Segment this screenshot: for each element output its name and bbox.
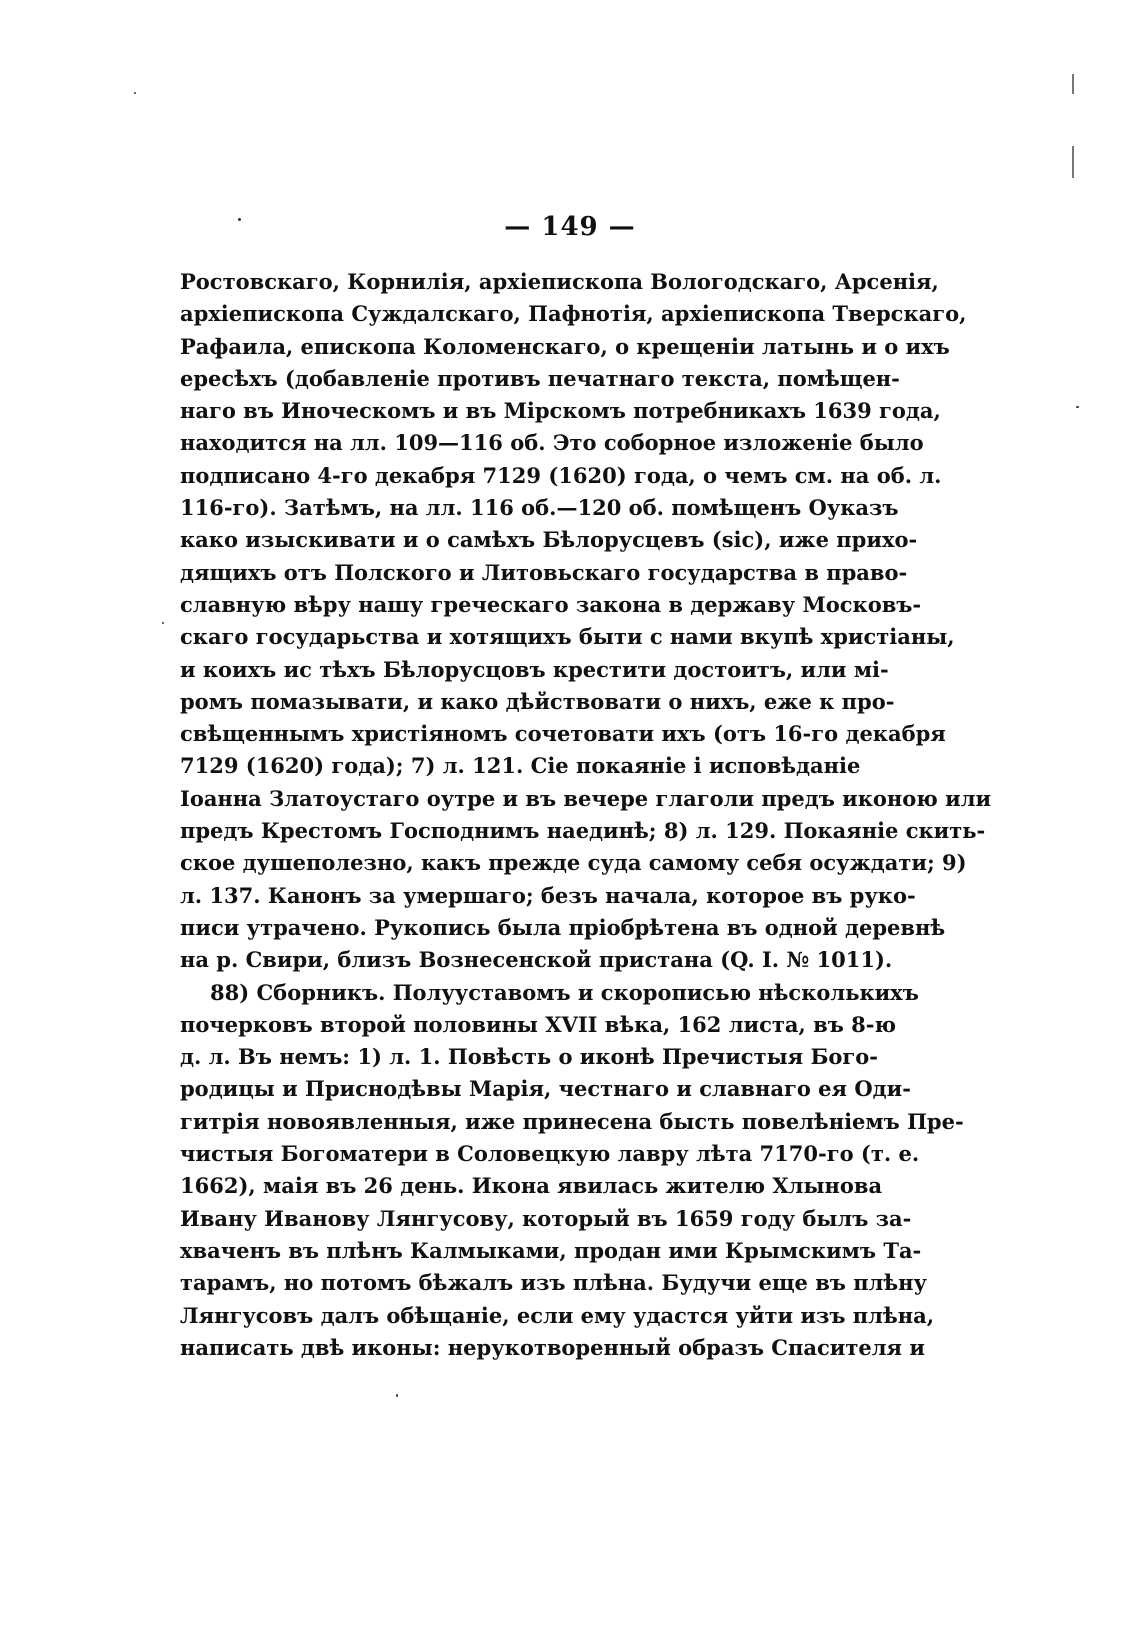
text-line: ское душеполезно, какъ прежде суда самому себя осуждати; 9) xyxy=(180,850,967,876)
text-line: хваченъ въ плѣнъ Калмыками, продан ими Крымскимъ Та- xyxy=(180,1237,922,1263)
text-line: и коихъ ис тѣхъ Бѣлорусцовъ крестити достоитъ, или мі- xyxy=(180,656,889,682)
text-line: л. 137. Канонъ за умершаго; безъ начала, которое въ руко- xyxy=(180,882,916,908)
text-line: Ростовскаго, Корнилія, архіепископа Вологодскаго, Арсенія, xyxy=(180,269,939,294)
text-line: почерковъ второй половины XVII вѣка, 162 листа, въ 8-ю xyxy=(180,1011,896,1037)
text-line: Іоанна Златоустаго оутре и въ вечере глаголи предъ иконою или xyxy=(180,785,992,811)
text-line: ересѣхъ (добавленіе противъ печатнаго текста, помѣщен- xyxy=(180,365,900,391)
body-text xyxy=(180,266,992,1364)
text-line: подписано 4-го декабря 7129 (1620) года, о чемъ см. на об. л. xyxy=(180,462,942,488)
text-line: славную вѣру нашу греческаго закона в державу Московъ- xyxy=(180,591,922,617)
text-line: свѣщеннымъ христіяномъ сочетовати ихъ (отъ 16-го декабря xyxy=(180,721,946,747)
scan-speck xyxy=(396,1394,398,1397)
text-line: ромъ помазывати, и како дѣйствовати о нихъ, еже к про- xyxy=(180,688,895,714)
text-line: скаго государьства и хотящихъ быти с нами вкупѣ христіаны, xyxy=(180,624,955,650)
text-line: Рафаила, епископа Коломенскаго, о крещеніи латынь и о ихъ xyxy=(180,333,950,359)
text-line: дящихъ отъ Полского и Литовьскаго государства в право- xyxy=(180,559,908,585)
text-line: 7129 (1620) года); 7) л. 121. Сіе покаяніе і исповѣданіе xyxy=(180,753,861,779)
text-line: находится на лл. 109—116 об. Это соборное изложеніе было xyxy=(180,430,924,456)
text-line: д. л. Въ немъ: 1) л. 1. Повѣсть о иконѣ Пречистыя Бого- xyxy=(180,1044,878,1070)
text-line: гитрія новоявленныя, иже принесена бысть повелѣніемъ Пре- xyxy=(180,1108,964,1134)
text-line: на р. Свири, близъ Вознесенской пристана (Q. I. № 1011). xyxy=(180,947,893,973)
text-line: архіепископа Суждалскаго, Пафнотія, архіепископа Тверскаго, xyxy=(180,301,967,327)
scan-edge-mark xyxy=(1072,74,1074,94)
scan-speck xyxy=(162,622,164,624)
scan-edge-mark xyxy=(1072,146,1074,178)
text-line: 116-го). Затѣмъ, на лл. 116 об.—120 об. помѣщенъ Оуказъ xyxy=(180,495,899,521)
scan-speck xyxy=(1076,406,1079,408)
text-line: наго въ Иноческомъ и въ Мірскомъ потребникахъ 1639 года, xyxy=(180,398,941,424)
scan-speck xyxy=(238,218,241,221)
page-number: — 149 — xyxy=(504,212,636,242)
scan-speck xyxy=(134,92,136,94)
text-line: писи утрачено. Рукопись была пріобрѣтена въ одной деревнѣ xyxy=(180,914,946,940)
text-line: написать двѣ иконы: нерукотворенный образъ Спасителя и xyxy=(180,1334,925,1360)
text-line: родицы и Приснодѣвы Марія, честнаго и славнаго ея Оди- xyxy=(180,1076,911,1102)
text-line: како изыскивати и о самѣхъ Бѣлорусцевъ (sic), иже прихо- xyxy=(180,527,918,553)
text-line: Лянгусовъ далъ обѣщаніе, если ему удастся уйти изъ плѣна, xyxy=(180,1302,935,1328)
text-line: тарамъ, но потомъ бѣжалъ изъ плѣна. Будучи еще въ плѣну xyxy=(180,1270,927,1296)
text-line: 1662), маія въ 26 день. Икона явилась жителю Хлынова xyxy=(180,1173,883,1199)
text-line: Ивану Иванову Лянгусову, который въ 1659 году былъ за- xyxy=(180,1205,912,1231)
text-line: 88) Сборникъ. Полууставомъ и скорописью нѣсколькихъ xyxy=(210,979,919,1005)
text-line: предъ Крестомъ Господнимъ наединѣ; 8) л. 129. Покаяніе скить- xyxy=(180,818,986,844)
text-line: чистыя Богоматери в Соловецкую лавру лѣта 7170-го (т. е. xyxy=(180,1141,920,1167)
